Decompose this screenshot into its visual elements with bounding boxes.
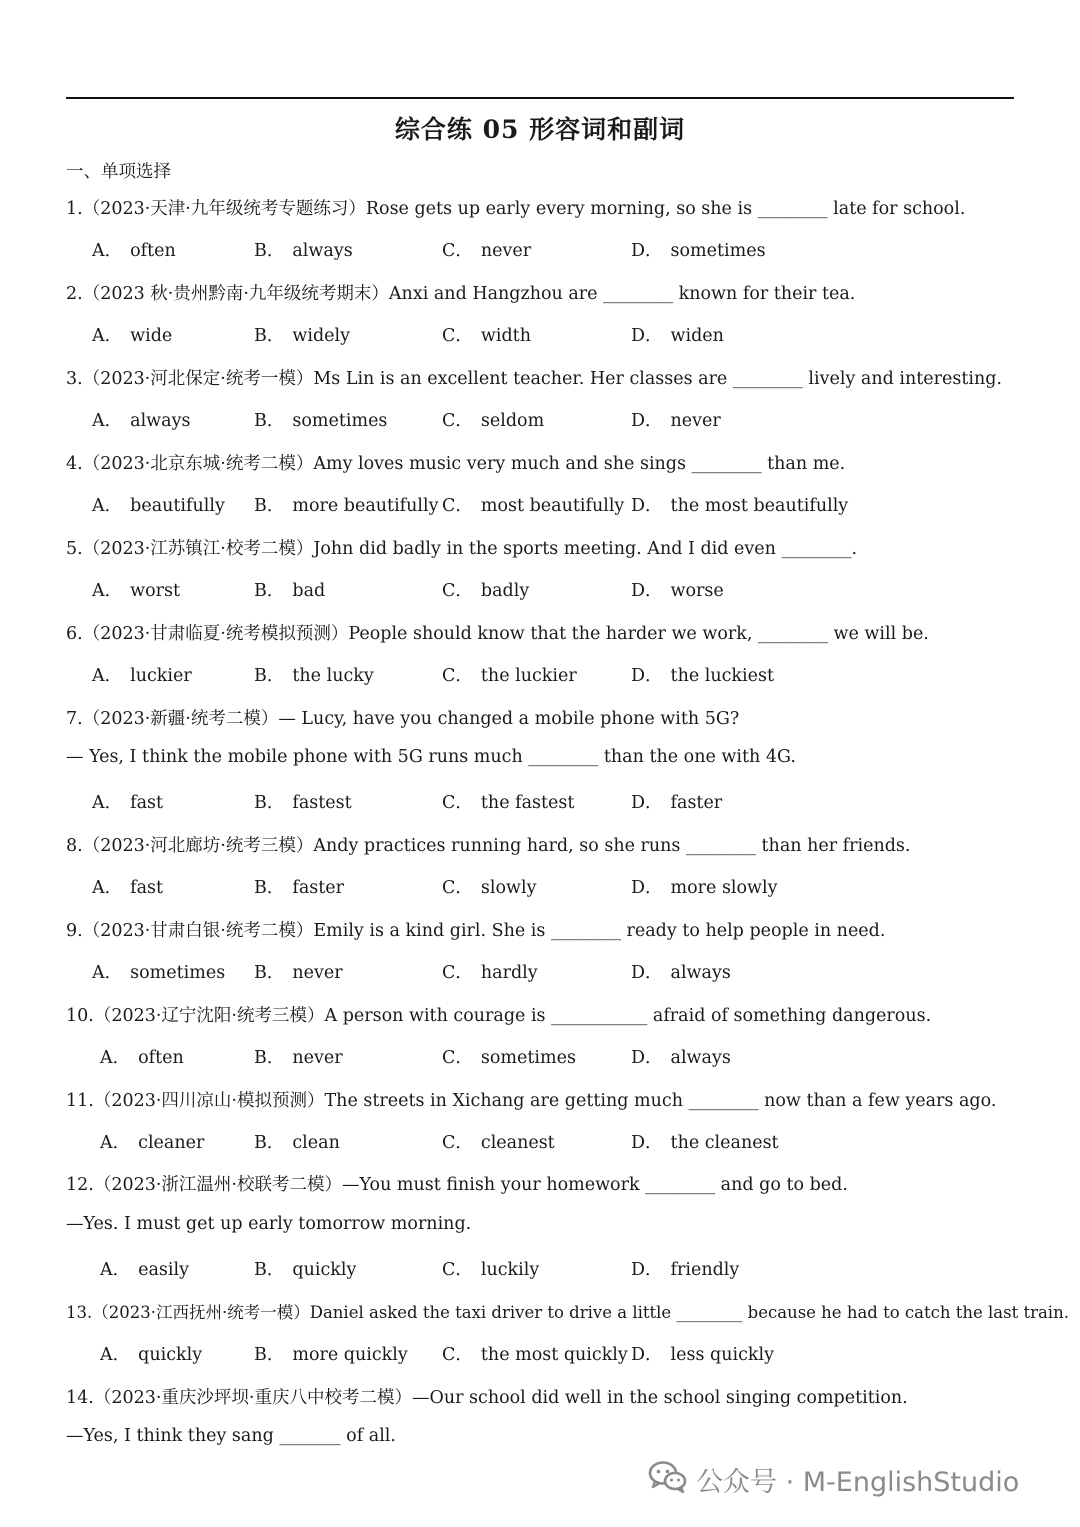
option-a: A． worst [92, 581, 181, 601]
question-6 [66, 620, 929, 645]
question-stem: Daniel asked the taxi driver to drive a little ________ because he had to catch the last train. [309, 1303, 1069, 1322]
question-source: 12.（2023·浙江温州·校联考二模） [66, 1175, 342, 1195]
question-8 [66, 832, 910, 857]
question-14 [66, 1384, 908, 1409]
option-a: A． often [100, 1048, 184, 1068]
option-b: B． quickly [254, 1260, 357, 1280]
question-source: 7.（2023·新疆·统考二模） [66, 709, 279, 729]
watermark [648, 1458, 1058, 1498]
question-source: 4.（2023·北京东城·统考二模） [66, 454, 314, 474]
option-a: A． wide [92, 326, 173, 346]
option-a: A． luckier [92, 666, 192, 686]
option-c: C． the fastest [442, 793, 575, 813]
question-source: 1.（2023·天津·九年级统考专题练习） [66, 199, 366, 219]
options-6 [0, 662, 1080, 688]
option-d: D． sometimes [631, 241, 766, 261]
question-source: 13.（2023·江西抚州·统考一模） [66, 1303, 310, 1322]
question-stem: Anxi and Hangzhou are ________ known for their tea. [388, 284, 856, 304]
question-stem: — Lucy, have you changed a mobile phone with 5G? [278, 709, 740, 729]
options-13 [0, 1341, 1080, 1367]
option-a: A． easily [100, 1260, 189, 1280]
question-source: 2.（2023 秋·贵州黔南·九年级统考期末） [66, 284, 389, 304]
option-b: B． clean [254, 1133, 340, 1153]
question-source: 6.（2023·甘肃临夏·统考模拟预测） [66, 624, 349, 644]
option-a: A． quickly [100, 1345, 203, 1365]
option-b: B． sometimes [254, 411, 388, 431]
question-stem: Ms Lin is an excellent teacher. Her classes are ________ lively and interesting. [313, 369, 1002, 389]
option-b: B． more quickly [254, 1345, 408, 1365]
option-d: D． never [631, 411, 721, 431]
question-source: 8.（2023·河北廊坊·统考三模） [66, 836, 314, 856]
question-source: 11.（2023·四川凉山·模拟预测） [66, 1091, 325, 1111]
option-c: C． slowly [442, 878, 537, 898]
options-10 [0, 1044, 1080, 1070]
question-5 [66, 535, 857, 560]
option-c: C． never [442, 241, 532, 261]
page-title: 综合练 05 形容词和副词 [394, 115, 686, 144]
option-d: D． always [631, 963, 731, 983]
option-d: D． more slowly [631, 878, 778, 898]
option-b: B． faster [254, 878, 345, 898]
option-b: B． never [254, 1048, 343, 1068]
question-source: 10.（2023·辽宁沈阳·统考三模） [66, 1006, 325, 1026]
option-a: A． cleaner [100, 1133, 205, 1153]
question-stem: A person with courage is ___________ afraid of something dangerous. [324, 1006, 932, 1026]
question-stem: Amy loves music very much and she sings ________ than me. [313, 454, 846, 474]
question-11 [66, 1087, 996, 1112]
option-c: C． the most quickly [442, 1345, 628, 1365]
question-stem: —Our school did well in the school singing competition. [412, 1388, 908, 1408]
question-12 [66, 1171, 848, 1196]
option-a: A． sometimes [92, 963, 226, 983]
question-source: 9.（2023·甘肃白银·统考二模） [66, 921, 314, 941]
options-4 [0, 492, 1080, 518]
option-d: D． the most beautifully [631, 496, 849, 516]
question-7 [66, 705, 739, 730]
option-c: C． cleanest [442, 1133, 555, 1153]
header-rule [66, 97, 1014, 99]
question-3 [66, 365, 1002, 390]
question-9 [66, 917, 885, 942]
option-c: C． the luckier [442, 666, 577, 686]
option-d: D． always [631, 1048, 731, 1068]
wechat-icon [648, 1460, 688, 1494]
option-b: B． bad [254, 581, 326, 601]
options-11 [0, 1129, 1080, 1155]
question-13 [66, 1299, 1069, 1323]
question-continuation: — Yes, I think the mobile phone with 5G runs much ________ than the one with 4G. [66, 747, 796, 767]
option-d: D． friendly [631, 1260, 740, 1280]
option-b: B． always [254, 241, 353, 261]
option-c: C． most beautifully [442, 496, 625, 516]
question-source: 3.（2023·河北保定·统考一模） [66, 369, 314, 389]
options-7 [0, 789, 1080, 815]
option-c: C． hardly [442, 963, 538, 983]
option-c: C． luckily [442, 1260, 540, 1280]
option-a: A． often [92, 241, 176, 261]
option-d: D． widen [631, 326, 724, 346]
question-continuation: —Yes. I must get up early tomorrow morning. [66, 1214, 472, 1234]
option-b: B． the lucky [254, 666, 374, 686]
option-a: A． always [92, 411, 191, 431]
question-stem: John did badly in the sports meeting. And I did even ________. [313, 539, 858, 559]
option-c: C． badly [442, 581, 530, 601]
options-2 [0, 322, 1080, 348]
question-continuation: —Yes, I think they sang _______ of all. [66, 1426, 396, 1446]
question-stem: Andy practices running hard, so she runs ________ than her friends. [313, 836, 911, 856]
question-stem: Emily is a kind girl. She is ________ ready to help people in need. [313, 921, 886, 941]
section-heading: 一、单项选择 [66, 162, 171, 182]
options-1 [0, 237, 1080, 263]
option-a: A． beautifully [92, 496, 225, 516]
option-b: B． never [254, 963, 343, 983]
options-5 [0, 577, 1080, 603]
option-c: C． sometimes [442, 1048, 576, 1068]
question-stem: People should know that the harder we work, ________ we will be. [348, 624, 929, 644]
question-stem: Rose gets up early every morning, so she is ________ late for school. [365, 199, 966, 219]
option-a: A． fast [92, 878, 164, 898]
question-stem: The streets in Xichang are getting much ________ now than a few years ago. [324, 1091, 997, 1111]
option-b: B． fastest [254, 793, 352, 813]
option-c: C． width [442, 326, 531, 346]
option-b: B． widely [254, 326, 350, 346]
question-stem: —You must finish your homework ________ and go to bed. [342, 1175, 848, 1195]
option-d: D． less quickly [631, 1345, 774, 1365]
option-d: D． the cleanest [631, 1133, 779, 1153]
option-d: D． the luckiest [631, 666, 774, 686]
options-8 [0, 874, 1080, 900]
options-3 [0, 407, 1080, 433]
options-9 [0, 959, 1080, 985]
option-d: D． worse [631, 581, 724, 601]
question-1 [66, 195, 965, 220]
question-source: 14.（2023·重庆沙坪坝·重庆八中校考二模） [66, 1388, 412, 1408]
option-a: A． fast [92, 793, 164, 813]
question-4 [66, 450, 845, 475]
question-2 [66, 280, 855, 305]
option-c: C． seldom [442, 411, 545, 431]
watermark-text: 公众号 · M-EnglishStudio [696, 1467, 1020, 1498]
question-10 [66, 1002, 931, 1027]
options-12 [0, 1256, 1080, 1282]
question-source: 5.（2023·江苏镇江·校考二模） [66, 539, 314, 559]
option-d: D． faster [631, 793, 723, 813]
option-b: B． more beautifully [254, 496, 439, 516]
